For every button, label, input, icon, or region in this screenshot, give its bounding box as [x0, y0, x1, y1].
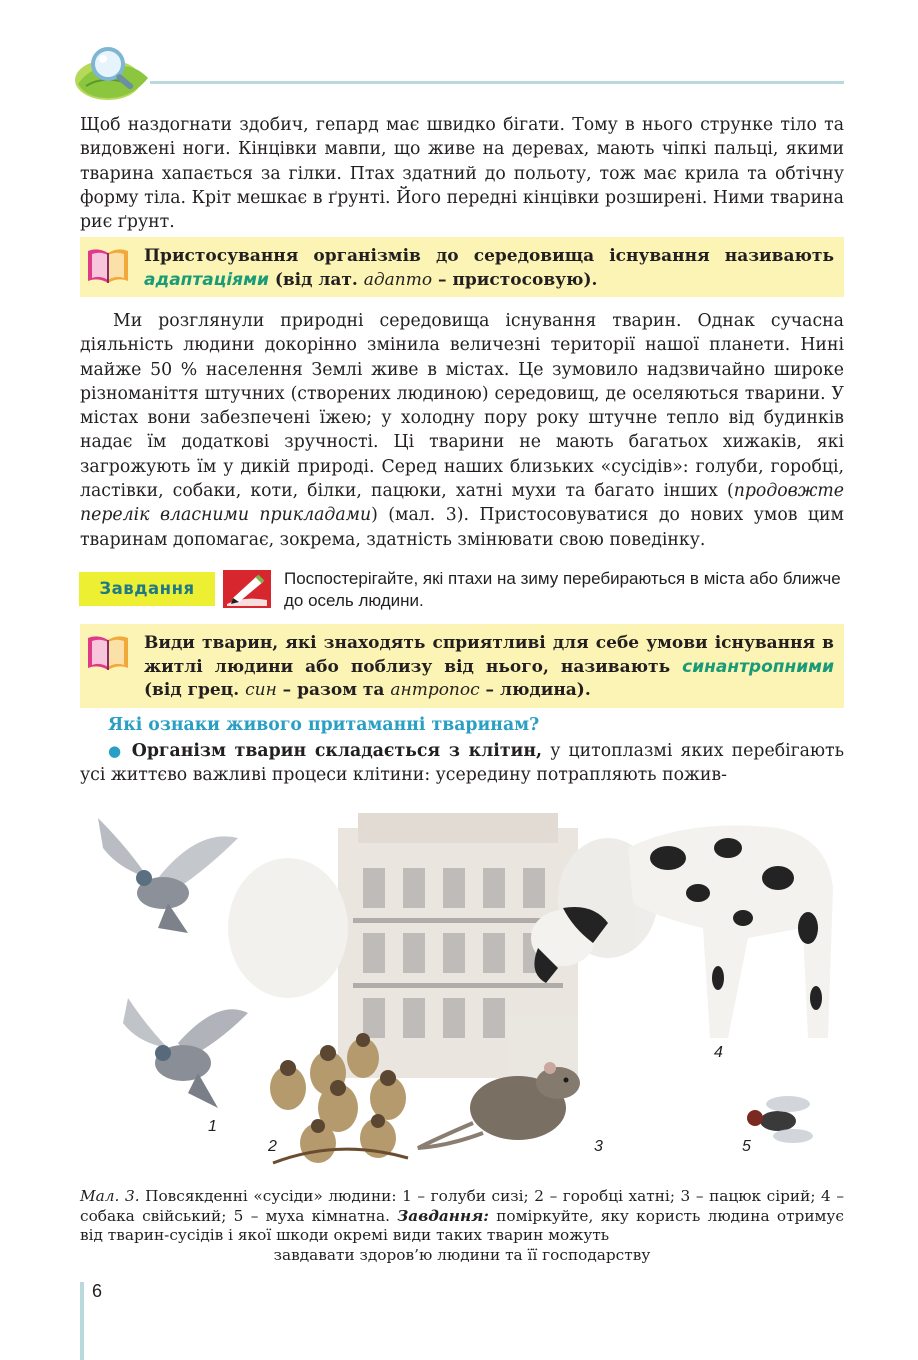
- header-rule: [150, 81, 844, 84]
- caption-task-word: Завдання:: [397, 1206, 489, 1225]
- figure-label-4: 4: [714, 1044, 723, 1061]
- intro-paragraph: Щоб наздогнати здобич, гепард має швидко бігати. Тому в нього струнке тіло та видовжені ноги. Кінцівки мавпи, що живе на деревах, мають чіпкі пальці, якими тварина хапається за гілки. Птах здатний до польоту, тож має крила та обтічну форму тіла. Кріт мешкає в ґрунті. Його передні кінцівки розширені. Ними тварина риє ґрунт.: [80, 115, 844, 233]
- figure-label-5: 5: [742, 1138, 751, 1155]
- open-book-icon: [86, 632, 130, 672]
- magnifier-leaf-logo-icon: [72, 40, 154, 104]
- definition-text-part: (від грец.: [144, 680, 246, 700]
- task-pencil-icon: [223, 570, 271, 608]
- figure-label-2: 2: [268, 1138, 277, 1155]
- definition-text-part: (від лат.: [268, 269, 364, 290]
- animals-illustration: [88, 808, 848, 1183]
- open-book-icon: [86, 245, 130, 285]
- bullet-dot-icon: ●: [108, 742, 124, 760]
- definition-text-part: Види тварин, які знаходять сприятливі для себе умови існування в житлі людини або поблизу від нього, називають: [144, 633, 834, 677]
- greek-word: антропос: [390, 680, 480, 700]
- synanthropic-paragraph: [80, 309, 844, 552]
- term-adaptation: адаптаціями: [144, 269, 269, 290]
- figure-illustration: [88, 808, 848, 1183]
- task-label: Завдання: [79, 572, 215, 606]
- paragraph-text: ) (мал. 3). Пристосовуватися до нових умов цим тваринам допомагає, зокрема, здатність змінювати свою поведінку.: [80, 505, 844, 550]
- figure-label-3: 3: [594, 1138, 603, 1155]
- pigeon-illustration: [123, 998, 248, 1108]
- pigeon-illustration: [98, 818, 238, 933]
- caption-text: Повсякденні «сусіди» людини: 1 – голуби сизі; 2 – горобці хатні; 3 – пацюк сірий; 4 – собака свійський; 5 – муха кімнатна.: [80, 1187, 845, 1225]
- definition-text: [144, 245, 834, 292]
- definition-box-adaptation: [80, 237, 844, 297]
- definition-text-part: – пристосовую).: [432, 269, 598, 290]
- page-number: 6: [92, 1281, 103, 1301]
- page-side-bar: [80, 1282, 84, 1360]
- definition-text: [144, 632, 834, 703]
- greek-word: син: [245, 680, 277, 700]
- figure-label-1: 1: [208, 1118, 217, 1135]
- section-question-heading: Які ознаки живого притаманні тваринам?: [108, 715, 540, 735]
- caption-prefix: Мал. 3.: [80, 1187, 140, 1205]
- bullet-paragraph: [80, 739, 844, 788]
- definition-text-part: – людина).: [479, 680, 591, 700]
- bullet-bold-text: Організм тварин складається з клітин,: [131, 741, 543, 761]
- task-text: Поспостерігайте, які птахи на зиму перебираються в міста або ближче до осель людини.: [284, 569, 841, 610]
- definition-text-part: – разом та: [276, 680, 391, 700]
- paragraph-italic-text: продовжте перелік власними прикладами: [80, 481, 844, 526]
- caption-last-line: завдавати здоров’ю людини та її господарству: [273, 1245, 651, 1264]
- fly-illustration: [747, 1096, 813, 1143]
- latin-word: адапто: [363, 269, 433, 290]
- paragraph-text: Ми розглянули природні середовища існування тварин. Однак сучасна діяльність людини докорінно змінила величезні території нашої планети. Нині майже 50 % населення Землі живе в містах. Це зумовило надзвичайно широке різноманіття штучних (створених людиною) середовищ, де оселяються тварини. У містах вони забезпечені їжею; у холодну пору року штучне тепло від будинків надає їм додаткові зручності. Ці тварини не мають багатьох хижаків, які загрожують їм у дикій природі. Серед наших близьких «сусідів»: голуби, горобці, ластівки, собаки, коти, білки, пацюки, хатні мухи та багато інших (: [80, 311, 844, 502]
- caption-text: поміркуйте, яку користь людина отримує від тварин-сусідів і якої шкоди окремі види таких тварин можуть: [80, 1206, 845, 1244]
- definition-box-synanthropic: [80, 624, 844, 708]
- bullet-text: у цитоплазмі яких перебігають усі життєво важливі процеси клітини: усередину потрапляють пожив-: [80, 741, 845, 786]
- figure-caption: [80, 1187, 844, 1265]
- term-synanthropic: синантропними: [682, 656, 834, 677]
- definition-text-part: Пристосування організмів до середовища існування називають: [144, 246, 834, 266]
